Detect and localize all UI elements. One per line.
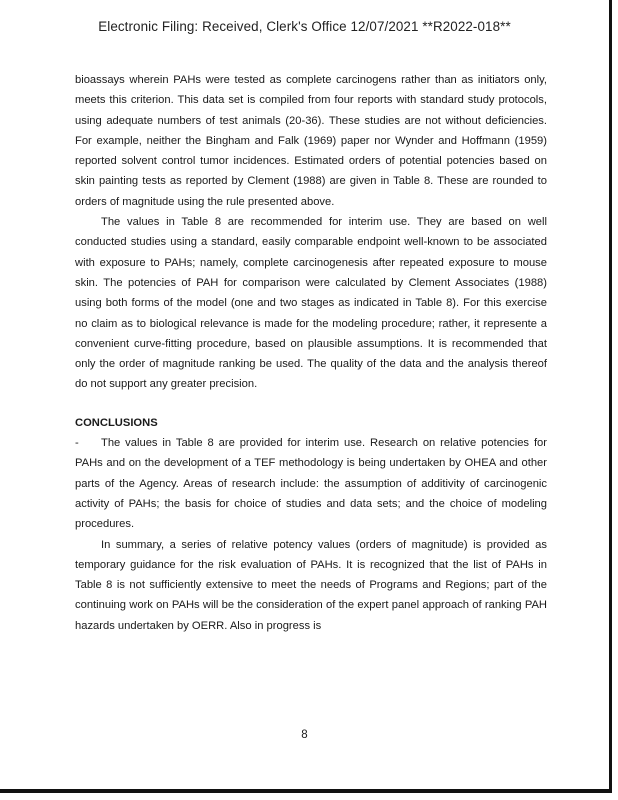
filing-stamp-header: Electronic Filing: Received, Clerk's Office 12/07/2021 **R2022-018** <box>98 19 511 34</box>
paragraph-4: In summary, a series of relative potency values (orders of magnitude) is provided as temporary guidance for the risk evaluation of PAHs. It is recognized that the list of PAHs in Table 8 is not sufficiently extensive to meet the needs of Programs and Regions; part of the continuing work on PAHs will be the consideration of the expert panel approach of ranking PAH hazards undertaken by OERR. Also in progress is <box>75 538 547 632</box>
paragraph-1: bioassays wherein PAHs were tested as complete carcinogens rather than as initiators only, meets this criterion. This data set is compiled from four reports with standard study protocols, using adequate numbers of test animals (20-36). These studies are not without deficiencies. For example, neither the Bingham and Falk (1969) paper nor Wynder and Hoffmann (1959) reported solvent control tumor incidences. Estimated orders of potential potencies based on skin painting tests as reported by Clement (1988) are given in Table 8. These are rounded to orders of magnitude using the rule presented above. <box>75 74 547 208</box>
section-heading-conclusions: CONCLUSIONS <box>75 416 158 429</box>
paragraph-2: The values in Table 8 are recommended for interim use. They are based on well conducted studies using a standard, easily comparable endpoint well-known to be associated with exposure to PAHs; namely, complete carcinogenesis after repeated exposure to mouse skin. The potencies of PAH for comparison were calculated by Clement Associates (1988) using both forms of the model (one and two stages as indicated in Table 8). For this exercise no claim as to biological relevance is made for the modeling procedure; rather, it represente a convenient curve-fitting procedure, based on plausible assumptions. It is recommended that only the order of magnitude ranking be used. The quality of the data and the analysis thereof do not support any greater precision. <box>75 216 547 391</box>
leading-dash: - <box>75 437 79 450</box>
page-number: 8 <box>301 729 308 741</box>
paragraph-3 <box>75 433 547 534</box>
paragraph-3-text: The values in Table 8 are provided for interim use. Research on relative potencies for PAHs and on the development of a TEF methodology is being undertaken by OHEA and other parts of the Agency. Areas of research include: the assumption of additivity of carcinogenic activity of PAHs; the basis for choice of studies and data sets; and the choice of modeling procedures. <box>75 437 547 531</box>
document-body <box>75 70 547 636</box>
